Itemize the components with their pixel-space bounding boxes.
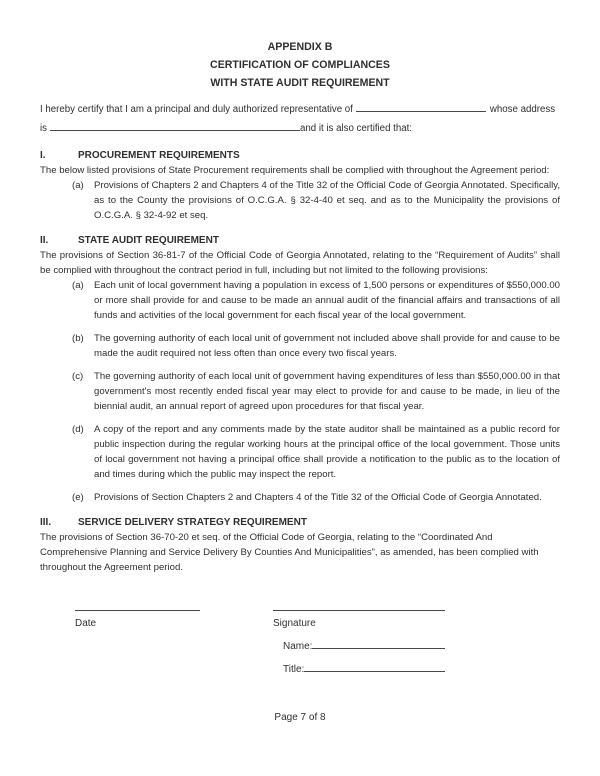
- item-text: The governing authority of each local unit of government not included above shall provide for and cause to be made the audit required not less often than once every two fiscal years.: [94, 333, 560, 359]
- intro-text-4: and it is also certified that:: [300, 123, 413, 134]
- list-item: [72, 331, 560, 361]
- item-text: Provisions of Section Chapters 2 and Chapters 4 of the Title 32 of the Official Code of Georgia Annotated.: [94, 492, 542, 503]
- title-fill-line: [304, 660, 445, 672]
- certification-intro: [40, 100, 560, 138]
- item-marker: (d): [72, 424, 84, 435]
- list-item: [72, 178, 560, 223]
- section-2-intro: The provisions of Section 36-81-7 of the Official Code of Georgia Annotated, relating to the “Requirement of Audits” shall be complied with throughout the contract period in full, including but not limited to the following provisions:: [40, 250, 560, 276]
- name-field: [283, 637, 445, 654]
- item-marker: (b): [72, 333, 84, 344]
- item-text: Each unit of local government having a population in excess of 1,500 persons or expenditures of $550,000.00 or more shall provide for and cause to be made an annual audit of the financial affairs and transactions of all funds and activities of the local government for each fiscal year of the local government.: [94, 280, 560, 321]
- item-marker: (a): [72, 180, 84, 191]
- section-1-intro: The below listed provisions of State Procurement requirements shall be complied with throughout the Agreement period:: [40, 165, 550, 176]
- list-item: [72, 369, 560, 414]
- title-field: [283, 660, 445, 677]
- intro-text-2: whose address: [489, 104, 556, 115]
- title-line-appendix: APPENDIX B: [267, 41, 333, 53]
- name-fill-line: [312, 637, 445, 649]
- date-column: [75, 597, 200, 677]
- intro-line-1: [40, 100, 560, 119]
- item-marker: (a): [72, 280, 84, 291]
- item-marker: (e): [72, 492, 84, 503]
- list-item: [72, 278, 560, 323]
- page-number: Page 7 of 8: [274, 712, 326, 723]
- date-signature-line: [75, 597, 200, 611]
- document-title: [40, 38, 560, 92]
- title-line-certification: CERTIFICATION OF COMPLIANCES: [210, 59, 390, 71]
- section-3-intro: The provisions of Section 36-70-20 et seq. of the Official Code of Georgia, relating to the “Coordinated And Comprehensive Planning and Service Delivery By Counties And Municipalities”, as amended, has been complied with throughout the Agreement period.: [40, 532, 539, 573]
- section-procurement: [40, 148, 560, 223]
- section-service-delivery: [40, 515, 560, 575]
- signature-column: [273, 597, 445, 677]
- section-3-heading-text: SERVICE DELIVERY STRATEGY REQUIREMENT: [78, 517, 307, 528]
- section-1-heading: [40, 148, 560, 163]
- section-1-heading-text: PROCUREMENT REQUIREMENTS: [78, 150, 240, 161]
- signature-label: Signature: [273, 618, 316, 629]
- address-blank: [50, 119, 300, 131]
- item-text: A copy of the report and any comments made by the state auditor shall be maintained as a public record for public inspection during the regular working hours at the principal office of the local government. Those units of local government not having a principal office shall provide a notification to the public as to the location of and times during which the public may inspect the report.: [94, 424, 560, 480]
- title-line-audit: WITH STATE AUDIT REQUIREMENT: [210, 77, 390, 89]
- section-1-numeral: I.: [40, 150, 46, 161]
- signature-block: [75, 597, 560, 677]
- list-item: [72, 422, 560, 482]
- signature-line: [273, 597, 445, 611]
- title-label: Title:: [283, 664, 305, 675]
- section-2-heading-text: STATE AUDIT REQUIREMENT: [78, 235, 219, 246]
- list-item: [72, 490, 560, 505]
- section-3-numeral: III.: [40, 517, 52, 528]
- intro-line-2: [40, 119, 560, 138]
- section-2-items: [72, 278, 560, 505]
- item-marker: (c): [72, 371, 84, 382]
- section-state-audit: [40, 233, 560, 505]
- intro-text-3: is: [40, 123, 47, 134]
- name-label: Name:: [283, 641, 313, 652]
- date-label: Date: [75, 618, 97, 629]
- section-2-numeral: II.: [40, 235, 49, 246]
- section-2-heading: [40, 233, 560, 248]
- item-text: Provisions of Chapters 2 and Chapters 4 of the Title 32 of the Official Code of Georgia Annotated. Specifically, as to the County the provisions of O.C.G.A. § 32-4-40 et seq. and as to the Municipality the provisions of O.C.G.A. § 32-4-92 et seq.: [94, 180, 560, 221]
- section-1-items: [72, 178, 560, 223]
- item-text: The governing authority of each local unit of government having expenditures of less than $550,000.00 in that government's most recently ended fiscal year may elect to provide for and cause to be made, in lieu of the biennial audit, an annual report of agreed upon procedures for that fiscal year.: [94, 371, 560, 412]
- representative-of-blank: [356, 100, 486, 112]
- intro-text-1: I hereby certify that I am a principal and duly authorized representative of: [40, 104, 353, 115]
- section-3-heading: [40, 515, 560, 530]
